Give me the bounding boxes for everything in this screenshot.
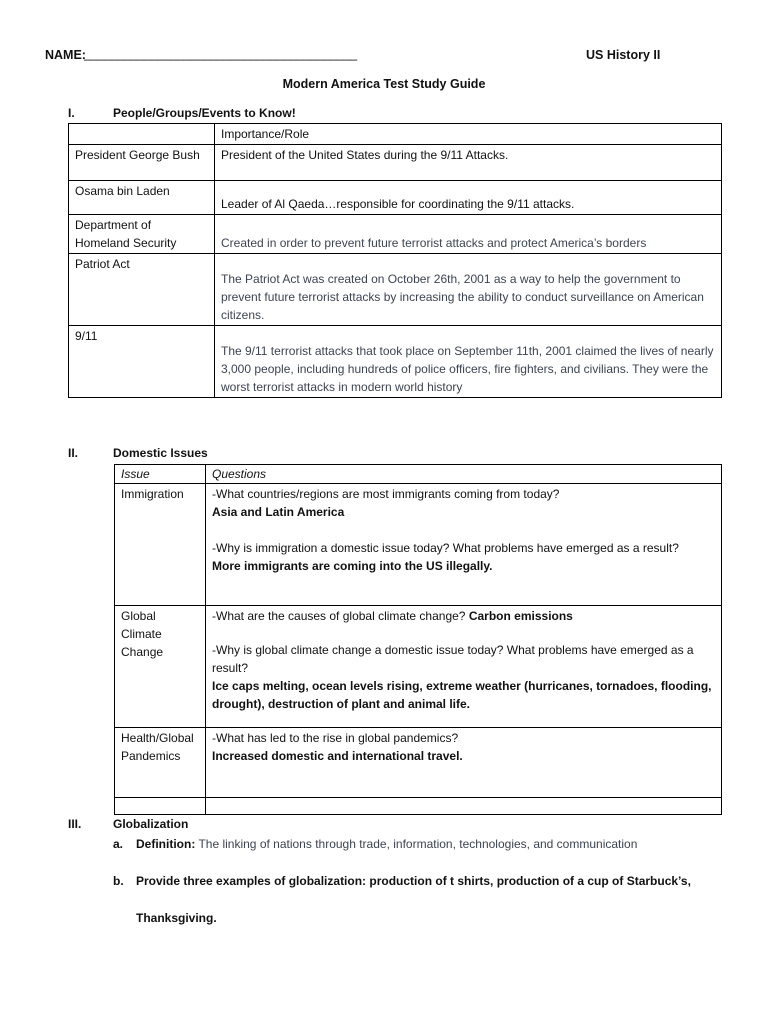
- answer: Carbon emissions: [468, 609, 573, 623]
- examples-continued: Thanksgiving.: [136, 911, 217, 925]
- answer: Ice caps melting, ocean levels rising, extreme weather (hurricanes, tornadoes, flooding, drought), destruction of plant and animal life.: [212, 679, 712, 711]
- table-row: [115, 728, 722, 798]
- term-line: Homeland Security: [75, 236, 177, 250]
- empty-cell: [115, 798, 206, 815]
- issue-cell: [115, 606, 206, 728]
- question: -What countries/regions are most immigrants coming from today?: [212, 487, 560, 501]
- table-row: [69, 254, 722, 326]
- answer-cell: Leader of Al Qaeda…responsible for coordinating the 9/11 attacks.: [215, 181, 722, 215]
- item-a-marker: a.: [113, 837, 124, 851]
- questions-cell: [206, 606, 722, 728]
- page-title: Modern America Test Study Guide: [282, 77, 486, 91]
- issue-line: Health/Global: [121, 731, 194, 745]
- issue-line: Change: [121, 645, 164, 659]
- issue-line: Climate: [121, 627, 162, 641]
- answer: Asia and Latin America: [212, 505, 345, 519]
- term-cell: President George Bush: [69, 145, 215, 181]
- issue-cell: [115, 728, 206, 798]
- header-issue: Issue: [115, 465, 206, 484]
- question: -What has led to the rise in global pandemics?: [212, 731, 459, 745]
- table-row: [115, 484, 722, 606]
- definition-answer: The linking of nations through trade, information, technologies, and communication: [198, 837, 638, 851]
- table-header-importance: Importance/Role: [215, 124, 722, 145]
- answer: Increased domestic and international travel.: [212, 749, 463, 763]
- answer-cell: The 9/11 terrorist attacks that took place on September 11th, 2001 claimed the lives of nearly 3,000 people, including hundreds of police officers, fire fighters, and civilians. They were the worst terrorist attacks in modern world history: [215, 326, 722, 398]
- question: -Why is global climate change a domestic issue today? What problems have emerged as a result?: [212, 643, 694, 675]
- definition-label: Definition:: [136, 837, 196, 851]
- term-cell: Patriot Act: [69, 254, 215, 326]
- issue-line: Global: [121, 609, 156, 623]
- header-questions: Questions: [206, 465, 722, 484]
- answer: More immigrants are coming into the US illegally.: [212, 559, 493, 573]
- answer-cell: Created in order to prevent future terrorist attacks and protect America’s borders: [215, 215, 722, 254]
- answer-cell: President of the United States during the 9/11 Attacks.: [215, 145, 722, 181]
- people-events-table: [68, 123, 722, 398]
- term-cell: Osama bin Laden: [69, 181, 215, 215]
- empty-cell: [206, 798, 722, 815]
- table-row: [69, 215, 722, 254]
- questions-cell: [206, 728, 722, 798]
- item-b-marker: b.: [113, 874, 124, 888]
- term-cell: [69, 215, 215, 254]
- section2-heading: Domestic Issues: [113, 446, 208, 460]
- section2-numeral: II.: [68, 446, 79, 460]
- answer-cell: The Patriot Act was created on October 26th, 2001 as a way to help the government to prevent future terrorist attacks by increasing the ability to conduct surveillance on American citizens.: [215, 254, 722, 326]
- section3-heading: Globalization: [113, 817, 189, 831]
- table-row: [69, 145, 722, 181]
- section1-numeral: I.: [68, 106, 75, 120]
- course-name: US History II: [586, 48, 661, 62]
- table-row: [69, 181, 722, 215]
- name-label: NAME:: [45, 48, 86, 62]
- section3-numeral: III.: [68, 817, 82, 831]
- section1-heading: People/Groups/Events to Know!: [113, 106, 296, 120]
- term-cell: 9/11: [69, 326, 215, 398]
- questions-cell: [206, 484, 722, 606]
- table-header-blank: [69, 124, 215, 145]
- term-line: Department of: [75, 218, 152, 232]
- issue-line: Pandemics: [121, 749, 181, 763]
- name-blank-line[interactable]: _________________________________________: [84, 47, 357, 61]
- question: -Why is immigration a domestic issue today? What problems have emerged as a result?: [212, 541, 679, 555]
- table-row: [69, 326, 722, 398]
- table-row: [115, 606, 722, 728]
- issue-cell: Immigration: [115, 484, 206, 606]
- question: -What are the causes of global climate change?: [212, 609, 466, 623]
- domestic-issues-table: [114, 464, 722, 815]
- table-row: [115, 798, 722, 815]
- examples-text: Provide three examples of globalization: production of t shirts, production of a cup of Starbuck’s,: [136, 874, 691, 888]
